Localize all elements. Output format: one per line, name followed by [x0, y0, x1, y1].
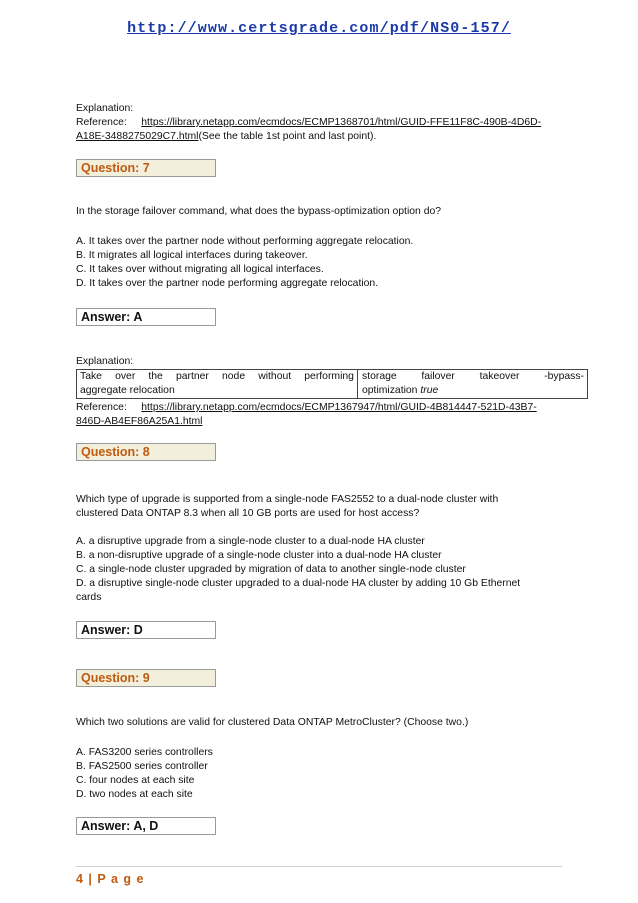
table-right-line-2: optimization true [362, 385, 439, 396]
question-8-answer: Answer: D [76, 621, 216, 639]
reference-line [76, 116, 541, 130]
question-7-option-a: A. It takes over the partner node without performing aggregate relocation. [76, 236, 414, 247]
reference-line-2 [76, 130, 376, 144]
question-7-explanation-label: Explanation: [76, 356, 134, 367]
question-7-text: In the storage failover command, what does the bypass-optimization option do? [76, 206, 442, 217]
question-9-option-d: D. two nodes at each site [76, 789, 193, 800]
question-7-option-b: B. It migrates all logical interfaces during takeover. [76, 250, 308, 261]
question-7-option-d: D. It takes over the partner node performing aggregate relocation. [76, 278, 379, 289]
reference-note: (See the table 1st point and last point). [198, 131, 377, 142]
question-8-option-c: C. a single-node cluster upgraded by migration of data to another single-node cluster [76, 564, 466, 575]
question-8-option-a: A. a disruptive upgrade from a single-node cluster to a dual-node HA cluster [76, 536, 425, 547]
question-7-reference-link-cont[interactable]: 846D-AB4EF86A25A1.html [76, 416, 203, 427]
question-8-text-line-1: Which type of upgrade is supported from a single-node FAS2552 to a dual-node cluster with [76, 494, 499, 505]
question-7-reference-label: Reference: [76, 402, 127, 413]
header-url-link[interactable]: http://www.certsgrade.com/pdf/NS0-157/ [127, 20, 511, 37]
question-7-reference-line [76, 401, 537, 415]
question-9-option-b: B. FAS2500 series controller [76, 761, 208, 772]
reference-label: Reference: [76, 117, 127, 128]
question-9-answer: Answer: A, D [76, 817, 216, 835]
reference-link-cont[interactable]: A18E-3488275029C7.html [76, 131, 199, 142]
question-8-heading: Question: 8 [76, 443, 216, 461]
explanation-table-cell-right [359, 370, 587, 398]
table-left-line-2: aggregate relocation [80, 385, 175, 396]
explanation-table-cell-left [77, 370, 358, 398]
question-8-option-d-cont: cards [76, 592, 102, 603]
reference-link[interactable]: https://library.netapp.com/ecmdocs/ECMP1368701/html/GUID-FFE11F8C-490B-4D6D- [141, 117, 542, 128]
table-right-line-1: storage failover takeover -bypass- [362, 371, 584, 382]
question-9-text: Which two solutions are valid for clustered Data ONTAP MetroCluster? (Choose two.) [76, 717, 469, 728]
question-8-text-line-2: clustered Data ONTAP 8.3 when all 10 GB ports are used for host access? [76, 508, 420, 519]
question-7-answer: Answer: A [76, 308, 216, 326]
question-9-option-a: A. FAS3200 series controllers [76, 747, 213, 758]
page-number: 4 | P a g e [76, 872, 145, 886]
question-7-heading: Question: 7 [76, 159, 216, 177]
question-9-heading: Question: 9 [76, 669, 216, 687]
table-left-line-1: Take over the partner node without performing [80, 371, 354, 382]
explanation-table [76, 369, 588, 399]
footer-divider [76, 866, 562, 867]
question-8-option-b: B. a non-disruptive upgrade of a single-node cluster into a dual-node HA cluster [76, 550, 442, 561]
question-7-reference-line-2 [76, 415, 203, 429]
question-7-reference-link[interactable]: https://library.netapp.com/ecmdocs/ECMP1367947/html/GUID-4B814447-521D-43B7- [141, 402, 537, 413]
question-9-option-c: C. four nodes at each site [76, 775, 195, 786]
question-7-option-c: C. It takes over without migrating all logical interfaces. [76, 264, 324, 275]
explanation-label: Explanation: [76, 103, 134, 114]
question-8-option-d: D. a disruptive single-node cluster upgraded to a dual-node HA cluster by adding 10 Gb Ethernet [76, 578, 521, 589]
